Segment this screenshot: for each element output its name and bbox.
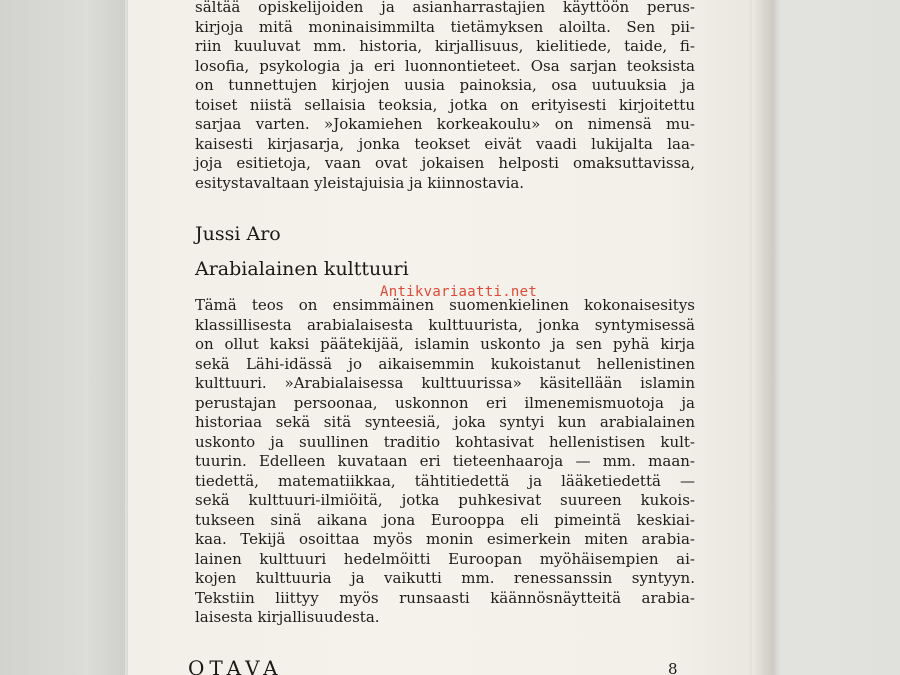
text-line: losofia, psykologia ja eri luonnontieteet. Osa sarjan teoksista	[195, 56, 695, 75]
text-line: sarjaa varten. »Jokamiehen korkeakoulu» on nimensä mu-	[195, 115, 695, 133]
text-line: Tämä teos on ensimmäinen suomenkielinen kokonaisesitys	[195, 296, 695, 314]
text-line: sekä Lähi-idässä jo aikaisemmin kukoistanut hellenistinen	[195, 354, 695, 373]
text-line: kirjoja mitä moninaisimmilta tietämyksen aloilta. Sen pii-	[195, 17, 695, 36]
text-line: kaa. Tekijä osoittaa myös monin esimerkein miten arabia-	[195, 530, 695, 548]
text-line: laisesta kirjallisuudesta.	[195, 608, 380, 626]
page-edge	[752, 0, 772, 675]
text-line: esitystavaltaan yleistajuisia ja kiinnostavia.	[195, 173, 525, 192]
text-line: on tunnettujen kirjojen uusia painoksia, osa uutuuksia ja	[195, 76, 695, 94]
author-name: Jussi Aro	[195, 223, 281, 245]
text-line: sältää opiskelijoiden ja asianharrastajien käyttöön perus-	[195, 0, 695, 16]
background-surface	[0, 0, 125, 675]
series-description-paragraph	[195, 0, 695, 193]
text-line: on ollut kaksi päätekijää, islamin uskonto ja sen pyhä kirja	[195, 335, 695, 353]
text-line: kulttuuri. »Arabialaisessa kulttuurissa» käsitellään islamin	[195, 374, 695, 392]
text-line: historiaa sekä sitä synteesiä, joka syntyi kun arabialainen	[195, 413, 695, 431]
text-line: lainen kulttuuri hedelmöitti Euroopan myöhäisempien ai-	[195, 549, 695, 568]
text-line: perustajan persoonaa, uskonnon eri ilmenemismuotoja ja	[195, 393, 695, 412]
text-line: tuurin. Edelleen kuvataan eri tieteenhaaroja — mm. maan-	[195, 452, 695, 470]
text-line: toiset niistä sellaisia teoksia, jotka on erityisesti kirjoitettu	[195, 95, 695, 114]
text-line: tukseen sinä aikana jona Eurooppa eli pimeintä keskiai-	[195, 510, 695, 529]
book-title: Arabialainen kulttuuri	[195, 258, 409, 280]
text-line: kaisesti kirjasarja, jonka teokset eivät vaadi lukijalta laa-	[195, 134, 695, 153]
publisher-name: OTAVA	[188, 656, 283, 675]
text-line: klassillisesta arabialaisesta kulttuurista, jonka syntymisessä	[195, 315, 695, 334]
text-line: Tekstiin liittyy myös runsaasti käännösnäytteitä arabia-	[195, 588, 695, 607]
page-number: 8	[668, 660, 678, 675]
text-line: tiedettä, matematiikkaa, tähtitiedettä ja lääketiedettä —	[195, 471, 695, 490]
text-line: kojen kulttuuria ja vaikutti mm. renessanssin syntyyn.	[195, 569, 695, 587]
text-line: riin kuuluvat mm. historia, kirjallisuus, kielitiede, taide, fi-	[195, 37, 695, 55]
text-line: sekä kulttuuri-ilmiöitä, jotka puhkesivat suureen kukois-	[195, 491, 695, 509]
text-line: joja esitietoja, vaan ovat jokaisen helposti omaksuttavissa,	[195, 154, 695, 172]
watermark-text: Antikvariaatti.net	[380, 284, 538, 300]
text-line: uskonto ja suullinen traditio kohtasivat hellenistisen kult-	[195, 432, 695, 451]
book-description-paragraph	[195, 296, 695, 628]
